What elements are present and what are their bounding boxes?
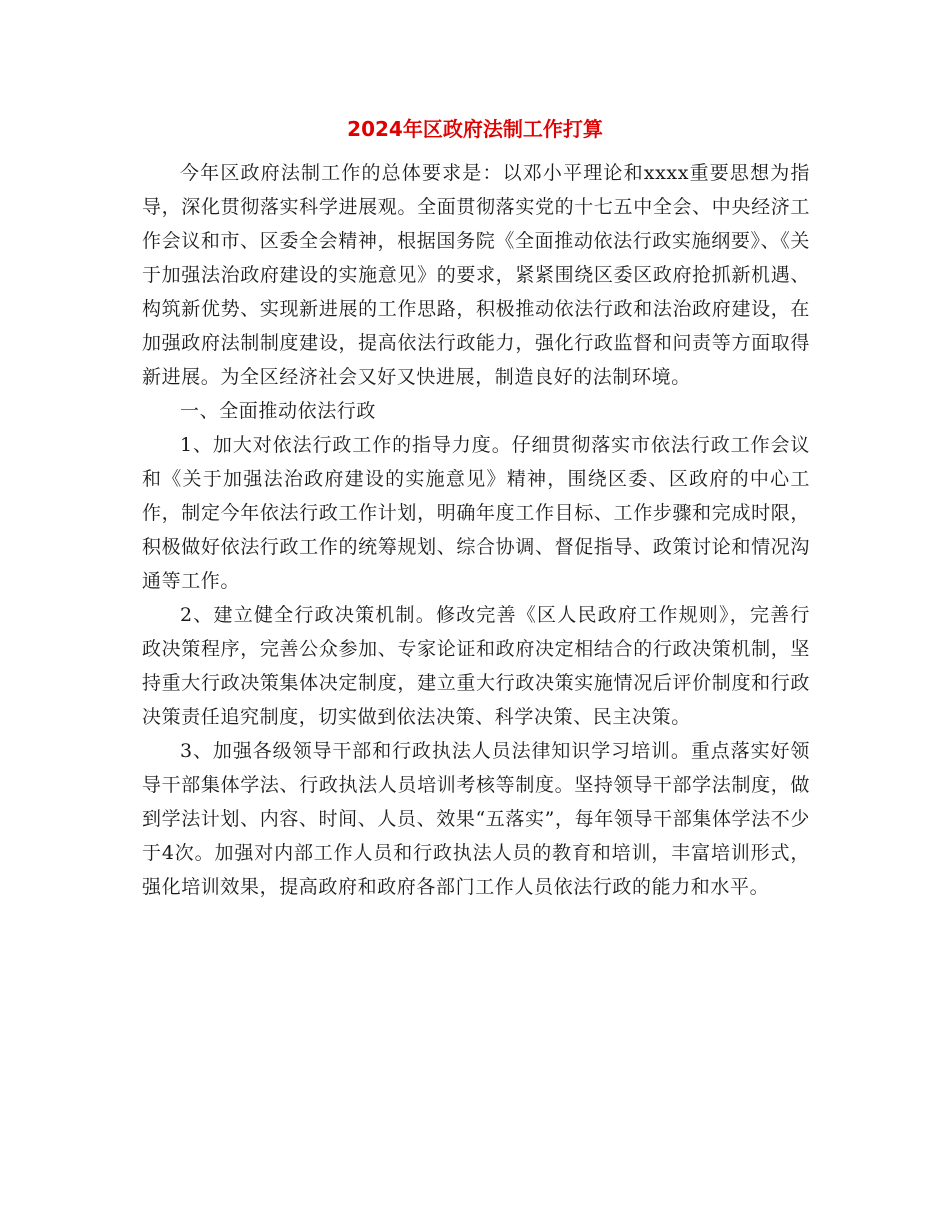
section-heading: 一、全面推动依法行政 bbox=[180, 400, 377, 422]
item-3-paragraph: 3、加强各级领导干部和行政执法人员法律知识学习培训。重点落实好领导干部集体学法、行政执法人员培训考核等制度。坚持领导干部学法制度，做到学法计划、内容、时间、人员、效果“五落实”，每年领导干部集体学法不少于4次。加强对内部工作人员和行政执法人员的教育和培训，丰富培训形式，强化培训效果，提高政府和政府各部门工作人员依法行政的能力和水平。 bbox=[142, 740, 810, 898]
item-2-paragraph: 2、建立健全行政决策机制。修改完善《区人民政府工作规则》，完善行政决策程序，完善公众参加、专家论证和政府决定相结合的行政决策机制，坚持重大行政决策集体决定制度，建立重大行政决策实施情况后评价制度和行政决策责任追究制度，切实做到依法决策、科学决策、民主决策。 bbox=[142, 604, 810, 728]
intro-paragraph: 今年区政府法制工作的总体要求是：以邓小平理论和xxxx重要思想为指导，深化贯彻落实科学进展观。全面贯彻落实党的十七五中全会、中央经济工作会议和市、区委全会精神，根据国务院《全面推动依法行政实施纲要》、《关于加强法治政府建设的实施意见》的要求，紧紧围绕区委区政府抢抓新机遇、构筑新优势、实现新进展的工作思路，积极推动依法行政和法治政府建设，在加强政府法制制度建设，提高依法行政能力，强化行政监督和问责等方面取得新进展。为全区经济社会又好又快进展，制造良好的法制环境。 bbox=[142, 162, 810, 388]
document-title: 2024年区政府法制工作打算 bbox=[347, 117, 603, 141]
document-body bbox=[142, 156, 810, 904]
item-1-paragraph: 1、加大对依法行政工作的指导力度。仔细贯彻落实市依法行政工作会议和《关于加强法治政府建设的实施意见》精神，围绕区委、区政府的中心工作，制定今年依法行政工作计划，明确年度工作目标、工作步骤和完成时限，积极做好依法行政工作的统筹规划、综合协调、督促指导、政策讨论和情况沟通等工作。 bbox=[142, 434, 810, 592]
